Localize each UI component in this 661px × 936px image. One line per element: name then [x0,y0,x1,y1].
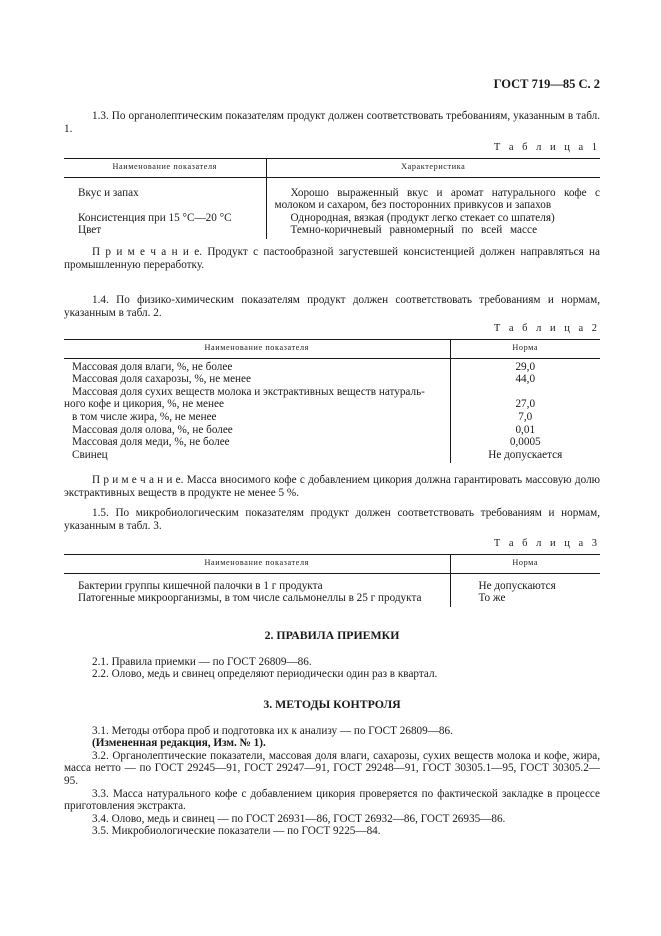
table-caption: Т а б л и ц а 1 [493,142,600,153]
table-cell-name: Массовая доля сахарозы, %, не менее [72,373,251,386]
paragraph-3-4: 3.4. Олово, медь и свинец — по ГОСТ 26931—86, ГОСТ 26932—86, ГОСТ 26935—86. [92,812,506,825]
table-cell-name: Массовая доля сухих веществ молока и экстрактивных веществ натураль- [72,385,425,398]
table-1-block [64,142,600,271]
note-label: П р и м е ч а н и е. [92,474,184,487]
table-cell-name: Цвет [78,224,102,237]
table-3 [64,554,600,607]
table-cell-value [450,386,600,399]
table-caption: Т а б л и ц а 2 [493,323,600,334]
table-2-note [64,474,600,499]
paragraph-3-3: 3.3. Масса натурального кофе с добавлением цикория проверяется по фактической закладке в процессе приготовления экстракта. [64,787,600,813]
table-header-value: Норма [450,339,600,358]
table-header-value: Характеристика [266,158,600,177]
table-cell-value: То же [450,592,600,607]
section-title: 3. МЕТОДЫ КОНТРОЛЯ [263,697,401,711]
paragraph-2-1: 2.1. Правила приемки — по ГОСТ 26809—86. [92,655,312,668]
table-cell-value: Темно-коричневый равномерный по всей массе [266,224,600,239]
paragraph-text: 1.3. По органолептическим показателям продукт должен соответствовать требованиям, указанным в табл. 1. [64,110,600,135]
amendment-note: (Измененная редакция, Изм. № 1). [92,737,266,750]
table-1-note [64,246,600,271]
note-text: Масса вносимого кофе с добавлением цикория должна гарантировать массовую долю экстрактивных веществ в продукте не менее 5 %. [64,474,601,499]
table-cell-value: 7,0 [450,411,600,424]
table-cell-value: 27,0 [450,398,600,411]
table-header-name: Наименование показателя [64,554,450,573]
table-cell-value: Хорошо выраженный вкус и аромат натурального кофе с молоком и сахаром, без посторонних привкусов и запахов [266,177,600,212]
table-header-value: Норма [450,554,600,573]
table-cell-value: Не допускаются [450,573,600,592]
table-cell-value: Однородная, вязкая (продукт легко стекает со шпателя) [266,212,600,225]
table-cell-name: Вкус и запах [78,186,139,199]
paragraph-text: 1.4. По физико-химическим показателям продукт должен соответствовать требованиям и нормам, указанным в табл. 2. [64,294,600,319]
paragraph-text: 1.5. По микробиологическим показателям продукт должен соответствовать требованиям и нормам, указанным в табл. 3. [64,507,600,532]
table-header-name: Наименование показателя [64,339,450,358]
table-cell-value: 0,01 [450,424,600,437]
table-cell-name: Массовая доля меди, %, не более [72,436,230,449]
table-cell-name: Бактерии группы кишечной палочки в 1 г продукта [78,579,323,592]
table-cell-name: Свинец [72,448,108,461]
table-cell-name: Патогенные микроорганизмы, в том числе сальмонеллы в 25 г продукта [78,592,422,605]
table-cell-name: ного кофе и цикория, %, не менее [64,398,224,411]
table-cell-value: 44,0 [450,373,600,386]
note-text: Продукт с пастообразной загустевшей консистенцией должен направляться на промышленную переработку. [64,245,601,271]
paragraph-3-5: 3.5. Микробиологические показатели — по ГОСТ 9225—84. [92,825,381,838]
table-cell-name: Консистенция при 15 °С—20 °С [78,211,232,224]
table-cell-name: в том числе жира, %, не менее [72,410,217,423]
paragraph-1-3 [64,110,600,135]
table-header-name: Наименование показателя [64,158,266,177]
section-3 [64,698,600,838]
paragraph-1-4 [64,294,600,319]
paragraph-3-2: 3.2. Органолептические показатели, массовая доля влаги, сахарозы, сухих веществ молока и кофе, жира, масса нетто — по ГОСТ 29245—91, ГОСТ 29247—91, ГОСТ 29248—91, ГОСТ 30305.1—95, ГОСТ 30305.2—95. [64,749,600,787]
table-cell-name: Массовая доля олова, %, не более [72,423,233,436]
table-cell-value: Не допускается [450,449,600,464]
table-2 [64,339,600,464]
table-cell-name: Массовая доля влаги, %, не более [72,360,233,373]
table-2-block [64,323,600,500]
paragraph-1-5 [64,507,600,532]
section-title: 2. ПРАВИЛА ПРИЕМКИ [264,628,400,642]
table-cell-value: 29,0 [450,358,600,373]
section-2 [64,629,600,681]
table-caption: Т а б л и ц а 3 [493,538,600,549]
table-3-block [64,538,600,607]
page-header: ГОСТ 719—85 С. 2 [493,77,600,91]
table-cell-value: 0,0005 [450,436,600,449]
table-1 [64,158,600,239]
paragraph-3-1: 3.1. Методы отбора проб и подготовка их к анализу — по ГОСТ 26809—86. [92,724,453,737]
note-label: П р и м е ч а н и е. [92,245,202,258]
paragraph-2-2: 2.2. Олово, медь и свинец определяют периодически один раз в квартал. [92,668,438,681]
